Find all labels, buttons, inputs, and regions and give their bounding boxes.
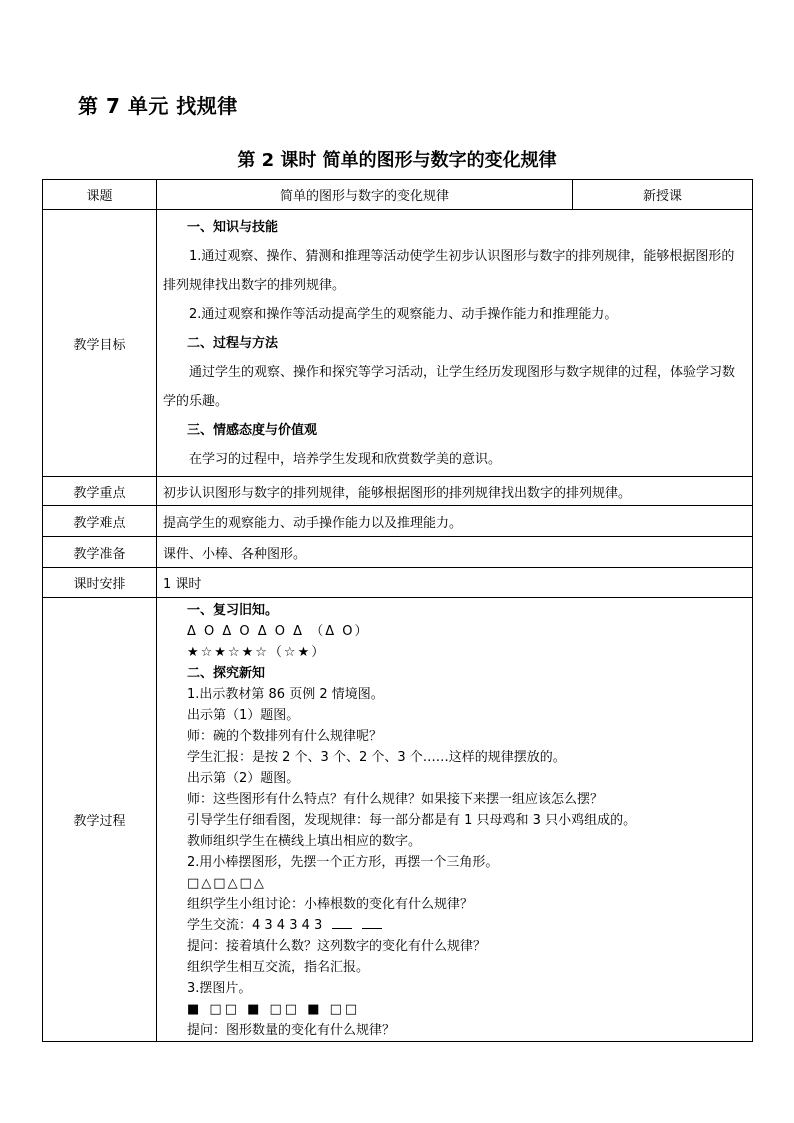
process-line: 学生汇报：是按 2 个、3 个、2 个、3 个……这样的规律摆放的。 xyxy=(187,750,566,765)
process-line: 出示第（1）题图。 xyxy=(187,708,300,723)
goals-row xyxy=(43,210,753,477)
process-label: 教学过程 xyxy=(43,598,157,1042)
time-value: 1 课时 xyxy=(157,568,753,598)
process-line: 提问：图形数量的变化有什么规律？ xyxy=(187,1023,396,1038)
process-content xyxy=(157,598,753,1042)
process-line: 教师组织学生在横线上填出相应的数字。 xyxy=(187,834,422,849)
topic-label: 课题 xyxy=(43,180,157,210)
goals-heading-2: 二、过程与方法 xyxy=(187,335,279,351)
goals-heading-3: 三、情感态度与价值观 xyxy=(187,422,318,438)
process-line: 提问：接着填什么数？这列数字的变化有什么规律？ xyxy=(187,939,487,954)
time-label: 课时安排 xyxy=(43,568,157,598)
process-line: 师：这些图形有什么特点？有什么规律？如果接下来摆一组应该怎么摆？ xyxy=(187,792,604,807)
lesson-plan-table xyxy=(42,179,753,1042)
goals-paragraph-4: 在学习的过程中，培养学生发现和欣赏数学美的意识。 xyxy=(189,451,502,467)
process-row xyxy=(43,598,753,1042)
process-line: ★☆★☆★☆（☆★） xyxy=(187,645,327,660)
process-line: 2.用小棒摆图形，先摆一个正方形，再摆一个三角形。 xyxy=(187,855,499,870)
difficulty-row xyxy=(43,506,753,537)
time-row xyxy=(43,568,753,598)
goals-paragraph-2: 2.通过观察和操作等活动提高学生的观察能力、动手操作能力和推理能力。 xyxy=(189,306,618,322)
process-line: 师：碗的个数排列有什么规律呢？ xyxy=(187,729,383,744)
key-row xyxy=(43,477,753,506)
process-line: □△□△□△ xyxy=(187,876,266,891)
goals-content xyxy=(157,210,753,477)
student-exchange-text: 学生交流：4 3 4 3 4 3 xyxy=(187,918,323,933)
process-line: 一、复习旧知。 xyxy=(187,603,279,618)
key-value: 初步认识图形与数字的排列规律，能够根据图形的排列规律找出数字的排列规律。 xyxy=(157,477,753,506)
topic-value: 简单的图形与数字的变化规律 xyxy=(157,180,573,210)
answer-blank xyxy=(332,916,352,929)
process-line xyxy=(163,915,746,936)
topic-type: 新授课 xyxy=(573,180,753,210)
process-line: 引导学生仔细看图，发现规律：每一部分都是有 1 只母鸡和 3 只小鸡组成的。 xyxy=(187,813,637,828)
difficulty-label: 教学难点 xyxy=(43,506,157,537)
process-line: 二、探究新知 xyxy=(187,666,266,681)
key-label: 教学重点 xyxy=(43,477,157,506)
goals-label: 教学目标 xyxy=(43,210,157,477)
process-line: 组织学生小组讨论：小棒根数的变化有什么规律？ xyxy=(187,897,474,912)
prep-value: 课件、小棒、各种图形。 xyxy=(157,537,753,568)
process-line: 出示第（2）题图。 xyxy=(187,771,300,786)
prep-label: 教学准备 xyxy=(43,537,157,568)
topic-row xyxy=(43,180,753,210)
goals-paragraph-3: 通过学生的观察、操作和探究等学习活动，让学生经历发现图形与数字规律的过程，体验学习数学的乐趣。 xyxy=(163,364,736,409)
process-line: 组织学生相互交流，指名汇报。 xyxy=(187,960,370,975)
lesson-title: 第 2 课时 简单的图形与数字的变化规律 xyxy=(237,150,557,171)
difficulty-value: 提高学生的观察能力、动手操作能力以及推理能力。 xyxy=(157,506,753,537)
prep-row xyxy=(43,537,753,568)
unit-title: 第 7 单元 找规律 xyxy=(78,94,238,118)
goals-paragraph-1: 1.通过观察、操作、猜测和推理等活动使学生初步认识图形与数字的排列规律，能够根据图形的排列规律找出数字的排列规律。 xyxy=(163,248,735,293)
answer-blank xyxy=(362,916,382,929)
process-line: Δ O Δ O Δ O Δ （Δ O） xyxy=(187,624,370,639)
process-line: ■ □□ ■ □□ ■ □□ xyxy=(187,1002,361,1017)
goals-heading-1: 一、知识与技能 xyxy=(187,219,279,235)
process-line: 3.摆图片。 xyxy=(187,981,252,996)
process-line: 1.出示教材第 86 页例 2 情境图。 xyxy=(187,687,384,702)
